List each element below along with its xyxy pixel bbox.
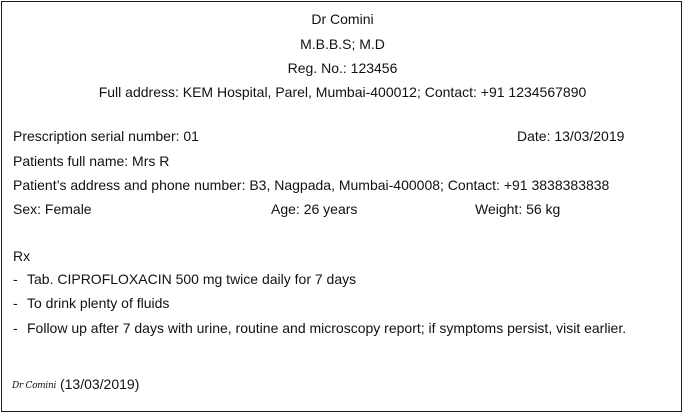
handwritten-signature: Dr Comini [12,381,57,391]
rx-item-text: Tab. CIPROFLOXACIN 500 mg twice daily for 7 days [27,271,357,287]
rx-item-bullet: - [13,320,18,336]
rx-item-bullet: - [13,271,18,287]
patient-age: Age: 26 years [271,201,358,217]
prescription-date: Date: 13/03/2019 [517,128,625,144]
clinic-address: Full address: KEM Hospital, Parel, Mumbai-400012; Contact: +91 1234567890 [98,84,587,100]
rx-item-text: Follow up after 7 days with urine, routine and microscopy report; if symptoms persist, visit earlier. [27,320,627,336]
rx-heading: Rx [13,248,31,264]
patient-name: Patients full name: Mrs R [13,153,170,169]
doctor-name: Dr Comini [311,11,374,27]
patient-address: Patient’s address and phone number: B3, Nagpada, Mumbai-400008; Contact: +91 3838383838 [13,177,610,193]
signature-date: (13/03/2019) [59,376,140,392]
doctor-qualifications: M.B.B.S; M.D [300,36,385,52]
signature-line [12,376,139,395]
registration-number: Reg. No.: 123456 [287,60,398,76]
rx-item-bullet: - [13,295,18,311]
rx-item-text: To drink plenty of fluids [27,295,170,311]
patient-sex: Sex: Female [13,201,92,217]
prescription-serial: Prescription serial number: 01 [13,128,199,144]
patient-weight: Weight: 56 kg [475,201,561,217]
